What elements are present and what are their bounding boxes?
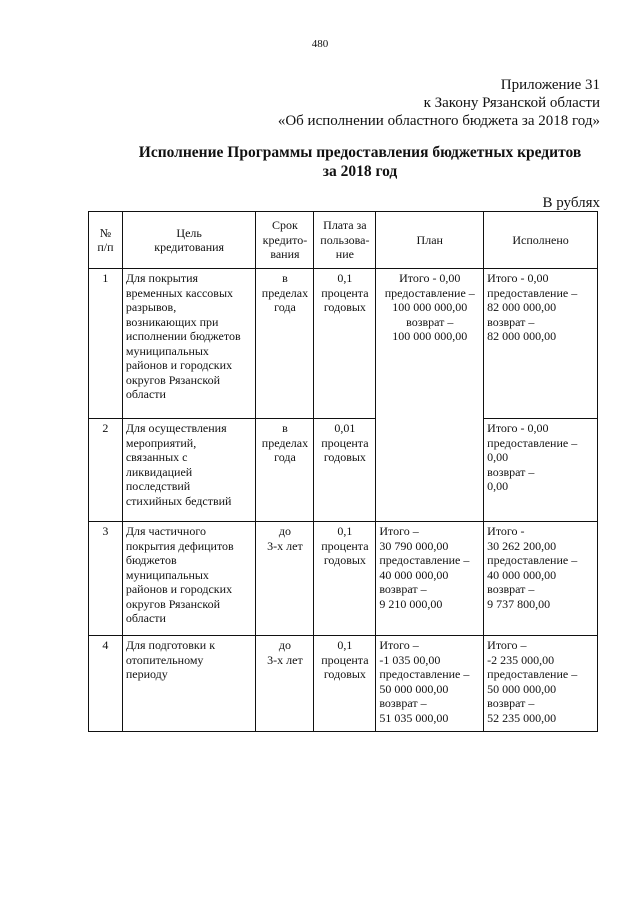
header-term: Срок кредито- вания xyxy=(256,212,314,269)
table-row xyxy=(89,419,598,522)
row-plan: Итого – -1 035 00,00 предоставление – 50 000 000,00 возврат – 51 035 000,00 xyxy=(376,636,484,732)
appendix-header xyxy=(278,76,600,130)
row-number: 2 xyxy=(89,419,123,522)
header-num: № п/п xyxy=(89,212,123,269)
row-plan-merged: Итого - 0,00 предоставление – 100 000 000,00 возврат – 100 000 000,00 xyxy=(376,269,484,522)
row-fee: 0,1 процента годовых xyxy=(314,269,376,419)
row-term: в пределах года xyxy=(256,269,314,419)
table-header-row xyxy=(89,212,598,269)
row-done: Итого - 0,00 предоставление – 0,00 возврат – 0,00 xyxy=(484,419,598,522)
row-goal: Для покрытия временных кассовых разрывов, возникающих при исполнении бюджетов муниципальных районов и городских округов Рязанской области xyxy=(122,269,256,419)
row-plan: Итого – 30 790 000,00 предоставление – 40 000 000,00 возврат – 9 210 000,00 xyxy=(376,522,484,636)
table-row xyxy=(89,269,598,419)
appendix-line: к Закону Рязанской области xyxy=(423,95,600,111)
row-goal: Для частичного покрытия дефицитов бюджетов муниципальных районов и городских округов Рязанской области xyxy=(122,522,256,636)
title-line: за 2018 год xyxy=(322,163,398,180)
appendix-line: Приложение 31 xyxy=(500,77,600,93)
row-fee: 0,1 процента годовых xyxy=(314,636,376,732)
row-fee: 0,01 процента годовых xyxy=(314,419,376,522)
row-done: Итого – -2 235 000,00 предоставление – 50 000 000,00 возврат – 52 235 000,00 xyxy=(484,636,598,732)
header-plan: План xyxy=(376,212,484,269)
row-number: 4 xyxy=(89,636,123,732)
row-fee: 0,1 процента годовых xyxy=(314,522,376,636)
row-number: 3 xyxy=(89,522,123,636)
row-term: до 3-х лет xyxy=(256,522,314,636)
table-row xyxy=(89,522,598,636)
table-row xyxy=(89,636,598,732)
row-term: в пределах года xyxy=(256,419,314,522)
document-title xyxy=(0,143,640,181)
row-number: 1 xyxy=(89,269,123,419)
row-done: Итого - 0,00 предоставление – 82 000 000,00 возврат – 82 000 000,00 xyxy=(484,269,598,419)
title-line: Исполнение Программы предоставления бюджетных кредитов xyxy=(138,144,582,161)
appendix-line: «Об исполнении областного бюджета за 2018 год» xyxy=(277,113,600,129)
header-done: Исполнено xyxy=(484,212,598,269)
row-term: до 3-х лет xyxy=(256,636,314,732)
credits-table xyxy=(88,211,598,732)
row-goal: Для подготовки к отопительному периоду xyxy=(122,636,256,732)
page-number: 480 xyxy=(311,38,329,50)
header-goal: Цель кредитования xyxy=(122,212,256,269)
row-goal: Для осуществления мероприятий, связанных с ликвидацией последствий стихийных бедствий xyxy=(122,419,256,522)
units-label: В рублях xyxy=(542,195,600,211)
header-fee: Плата за пользова- ние xyxy=(314,212,376,269)
row-done: Итого - 30 262 200,00 предоставление – 40 000 000,00 возврат – 9 737 800,00 xyxy=(484,522,598,636)
